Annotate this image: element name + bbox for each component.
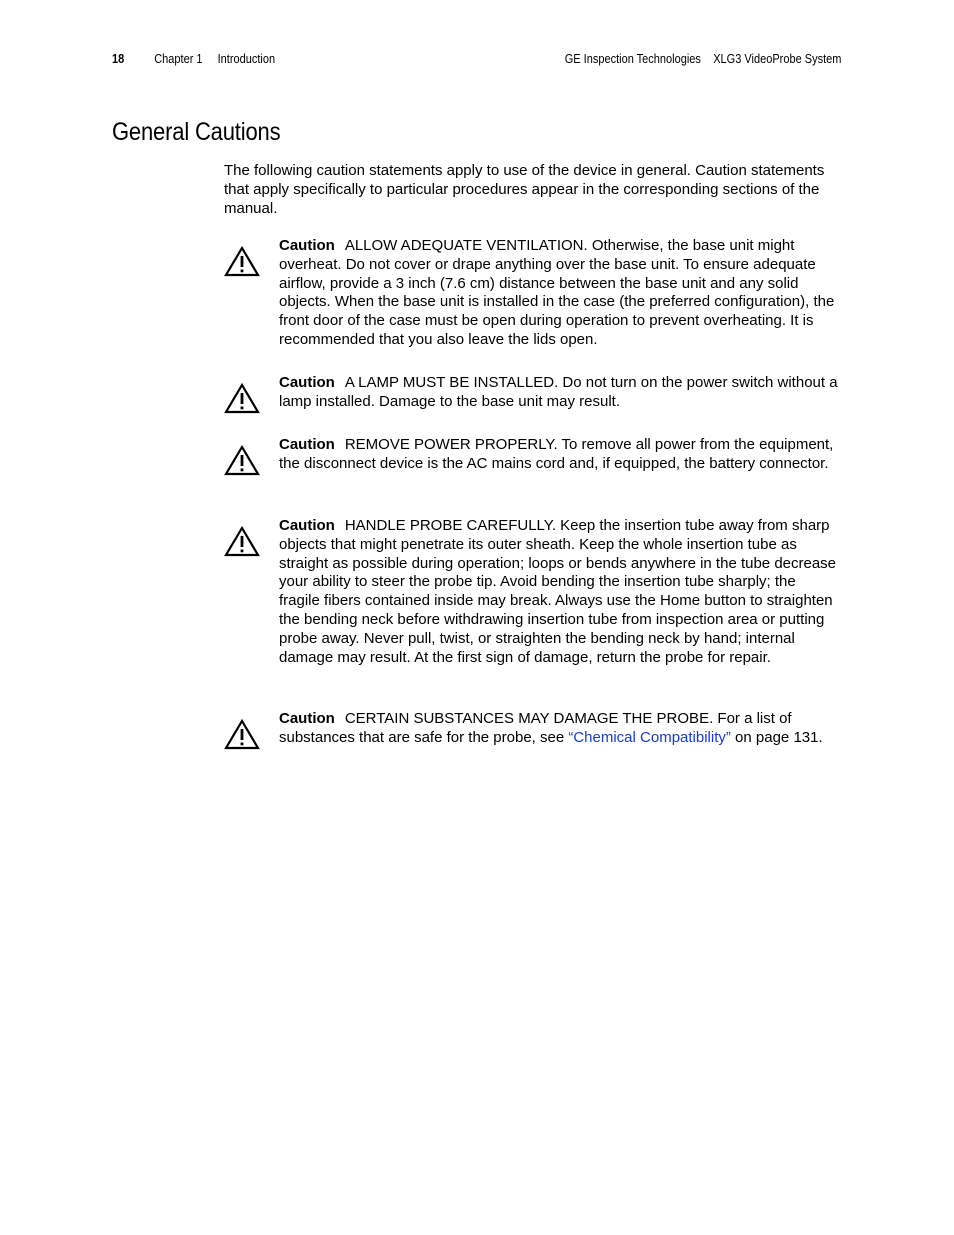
caution-probe-handling	[224, 517, 844, 667]
caution-text	[279, 517, 839, 667]
page-number: 18	[112, 52, 125, 66]
caution-body: ALLOW ADEQUATE VENTILATION. Otherwise, the base unit might overheat. Do not cover or drape anything over the base unit. To ensure adequate airflow, provide a 3 inch (7.6 cm) distance between the base unit and any solid objects. When the base unit is installed in the case (the preferred configuration), the front door of the case must be open during operation to prevent overheating. It is recommended that you also leave the lids open.	[279, 237, 835, 348]
caution-label: Caution	[279, 436, 335, 453]
company-name: GE Inspection Technologies	[564, 52, 701, 66]
caution-text	[279, 374, 839, 412]
header-right	[564, 52, 841, 66]
warning-triangle-icon	[224, 245, 260, 277]
caution-text	[279, 436, 839, 474]
warning-triangle-icon	[224, 444, 260, 476]
warning-triangle-icon	[224, 525, 260, 557]
caution-power	[224, 436, 844, 474]
chemical-compatibility-link[interactable]: “Chemical Compatibility”	[568, 728, 731, 746]
section-label: Introduction	[217, 52, 276, 66]
caution-text	[279, 237, 839, 350]
caution-body: HANDLE PROBE CAREFULLY. Keep the insertion tube away from sharp objects that might penetrate its outer sheath. Keep the whole insertion tube as straight as possible during operation; loops or bends anywhere in the tube decrease your ability to steer the probe tip. Avoid bending the insertion tube sharply; the fragile fibers contained inside may break. Always use the Home button to straighten the bending neck before withdrawing insertion tube from inspection area or putting probe away. Never pull, twist, or straighten the bending neck by hand; internal damage may result. At the first sign of damage, return the probe for repair.	[279, 517, 837, 666]
page-title: General Cautions	[112, 118, 281, 146]
caution-body: REMOVE POWER PROPERLY. To remove all power from the equipment, the disconnect device is the AC mains cord and, if equipped, the battery connector.	[279, 436, 834, 472]
caution-body: CERTAIN SUBSTANCES MAY DAMAGE THE PROBE. For a list of substances that are safe for the probe, see	[279, 710, 792, 746]
caution-label: Caution	[279, 374, 335, 391]
caution-lamp	[224, 374, 844, 412]
caution-label: Caution	[279, 237, 335, 254]
warning-triangle-icon	[224, 718, 260, 750]
caution-label: Caution	[279, 710, 335, 727]
warning-triangle-icon	[224, 382, 260, 414]
caution-body-end: on page 131.	[730, 728, 823, 746]
caution-label: Caution	[279, 517, 335, 534]
caution-ventilation	[224, 237, 844, 350]
chapter-label: Chapter 1	[154, 52, 203, 66]
caution-body: A LAMP MUST BE INSTALLED. Do not turn on the power switch without a lamp installed. Damage to the base unit may result.	[279, 374, 838, 410]
intro-paragraph: The following caution statements apply to use of the device in general. Caution statements that apply specifically to particular procedures appear in the corresponding sections of the manual.	[224, 162, 825, 217]
caution-substances	[224, 710, 844, 748]
caution-text	[279, 710, 839, 748]
product-name: XLG3 VideoProbe System	[712, 52, 841, 66]
